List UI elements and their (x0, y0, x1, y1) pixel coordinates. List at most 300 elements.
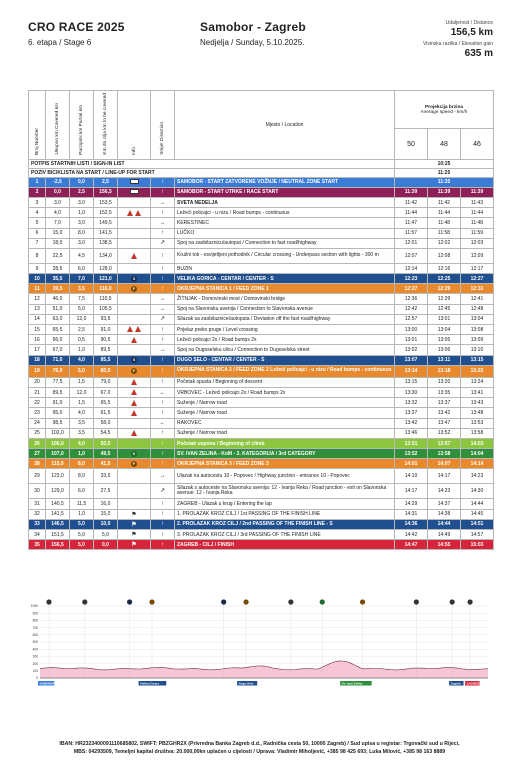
row-partial-km: 3,0 (70, 218, 94, 228)
profile-y-tick: 800 (32, 618, 38, 623)
row-time-t1: 11:57 (395, 228, 428, 238)
flag-icon: ⚑ (118, 530, 151, 540)
profile-y-tick: 200 (32, 661, 38, 666)
row-covered-km: 77,5 (46, 377, 70, 387)
direction-arrow-icon: ↗ (151, 484, 175, 499)
row-time-t3: 12:31 (461, 284, 494, 294)
direction-arrow-icon: → (151, 469, 175, 484)
route-table (28, 90, 493, 550)
profile-y-tick: 1000 (30, 604, 38, 609)
row-covered-km: 106,0 (46, 438, 70, 448)
row-info (118, 469, 151, 484)
row-number: 18 (29, 355, 46, 365)
row-covered-km: 89,5 (46, 387, 70, 397)
profile-marker-icon (360, 599, 365, 604)
row-partial-km: 0,0 (70, 177, 94, 187)
direction-arrow-icon: → (151, 218, 175, 228)
row-time-t3: 13:58 (461, 428, 494, 438)
row-covered-km: 63,0 (46, 314, 70, 324)
row-time-t3: 12:17 (461, 263, 494, 273)
profile-y-tick: 600 (32, 633, 38, 637)
flag-icon: ⚑ (118, 509, 151, 519)
row-number: 3 (29, 197, 46, 207)
row-location: Ležeći policajci - u nizu / Road bumps - continuous (175, 208, 395, 218)
direction-arrow-icon: ↑ (151, 509, 175, 519)
direction-arrow-icon: ↑ (151, 408, 175, 418)
profile-finish-label: Zagreb (450, 681, 461, 686)
elevation-label: Visinska razlika / Elevation gain (423, 41, 493, 47)
row-remaining-km: 15,0 (94, 509, 118, 519)
row-covered-km: 66,0 (46, 335, 70, 345)
row-time-t3: 13:04 (461, 314, 494, 324)
row-time-t2: 14:23 (428, 484, 461, 499)
row-covered-km: 35,5 (46, 274, 70, 284)
info-row (29, 159, 494, 168)
row-time-t1: 12:01 (395, 238, 428, 248)
route-row (29, 294, 494, 304)
row-partial-km: 2,5 (70, 187, 94, 197)
row-time-t1: 13:15 (395, 377, 428, 387)
warn1-icon (118, 398, 151, 408)
row-partial-km: 1,0 (70, 449, 94, 459)
row-covered-km: 98,5 (46, 418, 70, 428)
speed-48: 48 (428, 129, 461, 159)
route-row (29, 263, 494, 273)
row-covered-km: 46,0 (46, 294, 70, 304)
profile-marker-icon (288, 599, 293, 604)
row-number: 5 (29, 218, 46, 228)
row-remaining-km: 54,5 (94, 428, 118, 438)
warn1-icon (118, 248, 151, 263)
row-number: 19 (29, 365, 46, 377)
row-time-t3: 12:41 (461, 294, 494, 304)
row-info (118, 438, 151, 448)
row-partial-km: 2,5 (70, 325, 94, 335)
row-time-t2: 13:18 (428, 365, 461, 377)
row-time-t2: 12:39 (428, 294, 461, 304)
row-location: Suženje / Narrow road (175, 408, 395, 418)
row-time-t1: 13:37 (395, 408, 428, 418)
page-header (28, 20, 493, 70)
row-location: Kružni tok - osvijetljeni pothodnik / Circular crossing - Underpass section with lights - 300 m (175, 248, 395, 263)
row-time: 11:35 (395, 177, 494, 187)
row-time-t2: 14:55 (428, 540, 461, 550)
profile-y-tick: 0 (36, 676, 38, 681)
row-time-t3: 12:03 (461, 238, 494, 248)
profile-y-tick: 900 (32, 611, 38, 616)
direction-arrow-icon: ↑ (151, 377, 175, 387)
row-remaining-km: 156,5 (94, 187, 118, 197)
direction-arrow-icon: ↗ (151, 238, 175, 248)
footer-line-2: MBS: 04293509, Temeljni kapital društva: 20.000,00kn uplaćen u cijelosti / Uprava: Vladimir Miholjević, +385 98 425 693; Luka Milović, +385 98 163 8889 (73, 749, 446, 755)
row-partial-km: 8,0 (70, 228, 94, 238)
row-time-t1: 14:42 (395, 530, 428, 540)
row-time-t2: 13:06 (428, 345, 461, 355)
row-location: DUGO SELO - CENTAR / CENTER - S (175, 355, 395, 365)
row-time-t2: 11:42 (428, 197, 461, 207)
row-remaining-km: 16,0 (94, 499, 118, 509)
row-location: Spoj na zaobilaznicu/autoput / Connection to fast road/highway (175, 238, 395, 248)
row-remaining-km: 58,0 (94, 418, 118, 428)
row-partial-km: 3,0 (70, 238, 94, 248)
row-time-t1: 13:14 (395, 365, 428, 377)
row-time-t2: 13:01 (428, 314, 461, 324)
row-number: 16 (29, 335, 46, 345)
route-row (29, 449, 494, 459)
row-time-t1: 11:39 (395, 187, 428, 197)
row-remaining-km: 89,5 (94, 345, 118, 355)
row-covered-km: 115,0 (46, 459, 70, 469)
row-partial-km: 6,0 (70, 263, 94, 273)
row-partial-km: 8,0 (70, 469, 94, 484)
route-row (29, 284, 494, 294)
route-row (29, 218, 494, 228)
route-row (29, 377, 494, 387)
row-remaining-km: 116,0 (94, 284, 118, 294)
row-partial-km: 5,0 (70, 540, 94, 550)
row-covered-km: 140,5 (46, 499, 70, 509)
distance-block (423, 20, 493, 62)
warn2-icon (118, 325, 151, 335)
row-info (118, 499, 151, 509)
row-time-t3: 14:14 (461, 459, 494, 469)
row-location: 2. PROLAZAK KROZ CILJ / 2nd PASSING OF THE FINISH LINE - S (175, 519, 395, 529)
profile-marker-icon (221, 599, 226, 604)
row-time-t2: 13:04 (428, 325, 461, 335)
row-time-t1: 14:36 (395, 519, 428, 529)
row-time-t1: 13:46 (395, 428, 428, 438)
row-partial-km: 1,5 (70, 398, 94, 408)
sprint-icon: S (118, 355, 151, 365)
route-row (29, 345, 494, 355)
row-partial-km: 3,5 (70, 428, 94, 438)
row-time-t3: 14:30 (461, 484, 494, 499)
row-time-t3: 12:09 (461, 248, 494, 263)
direction-arrow-icon: ↑ (151, 325, 175, 335)
profile-marker-icon (243, 599, 248, 604)
route-row (29, 238, 494, 248)
row-time-t3: 11:44 (461, 208, 494, 218)
route-row (29, 248, 494, 263)
row-number: 6 (29, 228, 46, 238)
direction-arrow-icon: → (151, 197, 175, 207)
race-title-block (28, 20, 125, 47)
row-covered-km: 129,0 (46, 484, 70, 499)
direction-arrow-icon: ↑ (151, 208, 175, 218)
route-row (29, 314, 494, 324)
row-time-t1: 12:14 (395, 263, 428, 273)
col-partial: Parcijalni km Partial km (70, 91, 94, 160)
direction-arrow-icon: ← (151, 387, 175, 397)
row-location: BUZIN (175, 263, 395, 273)
row-time-t3: 14:45 (461, 509, 494, 519)
row-info (118, 314, 151, 324)
row-location: OKRJEPNA STANICA 1 / FEED ZONE 1 (175, 284, 395, 294)
footer (0, 740, 519, 756)
profile-start-label: SAMOBOR (39, 681, 56, 686)
row-covered-km: 65,5 (46, 325, 70, 335)
direction-arrow-icon: ← (151, 418, 175, 428)
row-time-t1: 14:47 (395, 540, 428, 550)
row-partial-km: 5,0 (70, 530, 94, 540)
feed-icon: F (118, 365, 151, 377)
row-partial-km: 3,5 (70, 284, 94, 294)
row-time-t2: 14:07 (428, 459, 461, 469)
direction-arrow-icon: ↑ (151, 284, 175, 294)
profile-place-label: Sv. Ivan Zelina (341, 681, 363, 686)
row-number: 12 (29, 294, 46, 304)
row-location: SAMOBOR - START ZATVORENE VOŽNJE / NEUTRAL ZONE START (175, 177, 395, 187)
row-location: OKRJEPNA STANICA 3 / FEED ZONE 3 (175, 459, 395, 469)
route-row (29, 335, 494, 345)
row-covered-km: 7,0 (46, 218, 70, 228)
route-row (29, 274, 494, 284)
direction-arrow-icon: ↑ (151, 459, 175, 469)
col-remaining: Km do cilja km to be covered (94, 91, 118, 160)
row-location: 3. PROLAZAK KROZ CILJ / 3rd PASSING OF THE FINISH LINE (175, 530, 395, 540)
direction-arrow-icon: ↑ (151, 540, 175, 550)
route-row (29, 304, 494, 314)
col-number: Broj Number (29, 91, 46, 160)
row-time-t2: 14:17 (428, 469, 461, 484)
row-partial-km: 6,0 (70, 484, 94, 499)
row-covered-km: 39,5 (46, 284, 70, 294)
row-number: 13 (29, 304, 46, 314)
row-time-t3: 13:08 (461, 325, 494, 335)
profile-marker-icon (467, 599, 472, 604)
row-partial-km: 12,0 (70, 387, 94, 397)
route-row (29, 509, 494, 519)
row-time-t3: 13:10 (461, 345, 494, 355)
row-covered-km: 146,5 (46, 519, 70, 529)
profile-place-label: Velika Gorica (140, 681, 159, 686)
row-remaining-km: 121,0 (94, 274, 118, 284)
row-number: 7 (29, 238, 46, 248)
distance-label: Udaljenost / Distance (445, 20, 493, 26)
row-covered-km: -2,5 (46, 177, 70, 187)
row-time-t1: 13:01 (395, 335, 428, 345)
profile-y-tick: 700 (32, 625, 38, 630)
direction-arrow-icon: ↑ (151, 187, 175, 197)
row-time-t1: 13:52 (395, 449, 428, 459)
row-partial-km: 11,5 (70, 499, 94, 509)
row-time-t3: 15:03 (461, 540, 494, 550)
row-remaining-km: 10,0 (94, 519, 118, 529)
row-location: Spoj na Slavonsku avenija / Connection to Slavonska avenue (175, 304, 395, 314)
route-title: Samobor - Zagreb (200, 20, 306, 34)
row-remaining-km: 67,0 (94, 387, 118, 397)
feed-icon: F (118, 284, 151, 294)
row-partial-km: 4,0 (70, 438, 94, 448)
row-info (118, 304, 151, 314)
route-row (29, 499, 494, 509)
row-time-t2: 11:48 (428, 218, 461, 228)
col-covered: Ukupno km Covered km (46, 91, 70, 160)
stage-label: 6. etapa / Stage 6 (28, 38, 92, 47)
row-location: KERESTINEC (175, 218, 395, 228)
row-number: 14 (29, 314, 46, 324)
direction-arrow-icon: → (151, 294, 175, 304)
row-info (118, 238, 151, 248)
elevation-value: 635 m (464, 48, 493, 59)
row-number: 20 (29, 377, 46, 387)
row-partial-km: 5,0 (70, 519, 94, 529)
row-time-t2: 13:35 (428, 387, 461, 397)
row-number: 28 (29, 459, 46, 469)
row-remaining-km: 0,0 (94, 540, 118, 550)
row-time-t2: 13:20 (428, 377, 461, 387)
row-covered-km: 76,0 (46, 365, 70, 377)
row-time-t2: 13:05 (428, 335, 461, 345)
row-remaining-km: 65,5 (94, 398, 118, 408)
warn1-icon (118, 377, 151, 387)
row-covered-km: 67,0 (46, 345, 70, 355)
elevation-profile (28, 598, 493, 698)
row-partial-km: 4,0 (70, 355, 94, 365)
warn1-icon (118, 408, 151, 418)
route-row (29, 530, 494, 540)
direction-arrow-icon: ↑ (151, 530, 175, 540)
row-number: 8 (29, 248, 46, 263)
row-time-t3: 11:39 (461, 187, 494, 197)
sprint-icon: S (118, 274, 151, 284)
row-remaining-km: 153,5 (94, 197, 118, 207)
row-location: Ležeći policajci 2x / Road bumps 2x (175, 335, 395, 345)
profile-marker-icon (149, 599, 154, 604)
row-time-t2: 11:58 (428, 228, 461, 238)
row-covered-km: 4,0 (46, 208, 70, 218)
row-number: 24 (29, 418, 46, 428)
row-partial-km: 4,5 (70, 248, 94, 263)
row-number: 10 (29, 274, 46, 284)
row-location: 1. PROLAZAK KROZ CILJ / 1st PASSING OF THE FINISH LINE (175, 509, 395, 519)
row-time-t3: 13:22 (461, 365, 494, 377)
row-remaining-km: 27,5 (94, 484, 118, 499)
row-covered-km: 151,5 (46, 530, 70, 540)
row-location: Suženje / Narrow road (175, 428, 395, 438)
speed-46: 46 (461, 129, 494, 159)
row-time-t1: 14:31 (395, 509, 428, 519)
profile-marker-icon (127, 599, 132, 604)
route-row (29, 187, 494, 197)
row-partial-km: 3,5 (70, 418, 94, 428)
row-time-t1: 13:00 (395, 325, 428, 335)
direction-arrow-icon: ↑ (151, 355, 175, 365)
route-row (29, 418, 494, 428)
profile-svg (28, 598, 493, 698)
row-time-t3: 13:24 (461, 377, 494, 387)
race-date: Nedjelja / Sunday, 5.10.2025. (200, 38, 305, 47)
direction-arrow-icon: ↑ (151, 499, 175, 509)
row-location: ŽITNJAK - Domovinski most / Domovinski bridge (175, 294, 395, 304)
direction-arrow-icon: → (151, 345, 175, 355)
row-location: SVETA NEDELJA (175, 197, 395, 207)
row-number: 31 (29, 499, 46, 509)
direction-arrow-icon: ↑ (151, 438, 175, 448)
row-number: 26 (29, 438, 46, 448)
row-number: 1 (29, 177, 46, 187)
row-remaining-km: 79,0 (94, 377, 118, 387)
race-title: CRO RACE 2025 (28, 20, 125, 34)
row-time-t2: 14:49 (428, 530, 461, 540)
row-remaining-km: 49,5 (94, 449, 118, 459)
warn1-icon (118, 428, 151, 438)
info-time: 11:25 (395, 168, 494, 177)
row-location: Ulazak na autocestu 10 - Popovec / Highway junction - entrance 10 - Popovec (175, 469, 395, 484)
row-time-t1: 13:32 (395, 398, 428, 408)
row-info (118, 228, 151, 238)
row-time-t1: 12:27 (395, 284, 428, 294)
row-location: VELIKA GORICA - CENTAR / CENTER - S (175, 274, 395, 284)
row-covered-km: 91,0 (46, 398, 70, 408)
row-location: SAMOBOR - START UTRKE / RACE START (175, 187, 395, 197)
row-partial-km: 7,5 (70, 294, 94, 304)
row-time-t3: 13:48 (461, 408, 494, 418)
col-location: Mjesto / Location (175, 91, 395, 160)
row-partial-km: 5,0 (70, 304, 94, 314)
row-time-t2: 14:37 (428, 499, 461, 509)
row-time-t2: 12:45 (428, 304, 461, 314)
row-partial-km: 7,0 (70, 274, 94, 284)
route-row (29, 438, 494, 448)
row-time-t2: 14:44 (428, 519, 461, 529)
row-covered-km: 102,0 (46, 428, 70, 438)
route-row (29, 228, 494, 238)
row-time-t1: 12:07 (395, 248, 428, 263)
row-time-t2: 13:57 (428, 438, 461, 448)
row-number: 15 (29, 325, 46, 335)
route-block (200, 20, 306, 47)
row-time-t3: 13:43 (461, 398, 494, 408)
row-number: 30 (29, 484, 46, 499)
row-time-t3: 11:43 (461, 197, 494, 207)
row-time-t3: 13:09 (461, 335, 494, 345)
row-number: 4 (29, 208, 46, 218)
row-time-t1: 13:07 (395, 355, 428, 365)
row-time-t1: 11:44 (395, 208, 428, 218)
row-covered-km: 51,0 (46, 304, 70, 314)
row-time-t3: 11:59 (461, 228, 494, 238)
col-info: Info (118, 91, 151, 160)
row-info (118, 218, 151, 228)
direction-arrow-icon: ↑ (151, 449, 175, 459)
row-time-t1: 14:17 (395, 484, 428, 499)
row-location: Silazak sa zaobilaznice/autoputa / Deviation off the fast road/highway (175, 314, 395, 324)
row-time-t2: 13:47 (428, 418, 461, 428)
row-location: Suženje / Narrow road (175, 398, 395, 408)
row-time-t1: 13:02 (395, 345, 428, 355)
row-time-t2: 12:29 (428, 284, 461, 294)
row-number: 17 (29, 345, 46, 355)
info-time: 10:25 (395, 159, 494, 168)
row-time-t1: 12:23 (395, 274, 428, 284)
row-remaining-km: 149,5 (94, 218, 118, 228)
row-partial-km: 1,0 (70, 509, 94, 519)
warn1-icon (118, 387, 151, 397)
row-time-t3: 12:27 (461, 274, 494, 284)
direction-arrow-icon: ↑ (151, 274, 175, 284)
direction-arrow-icon: ↑ (151, 177, 175, 187)
kom-icon: K (118, 449, 151, 459)
warn1-icon (118, 335, 151, 345)
direction-arrow-icon: ↑ (151, 263, 175, 273)
row-covered-km: 71,0 (46, 355, 70, 365)
row-time-t3: 14:57 (461, 530, 494, 540)
row-covered-km: 15,0 (46, 228, 70, 238)
bus-icon (118, 187, 151, 197)
route-row (29, 398, 494, 408)
route-row (29, 484, 494, 499)
